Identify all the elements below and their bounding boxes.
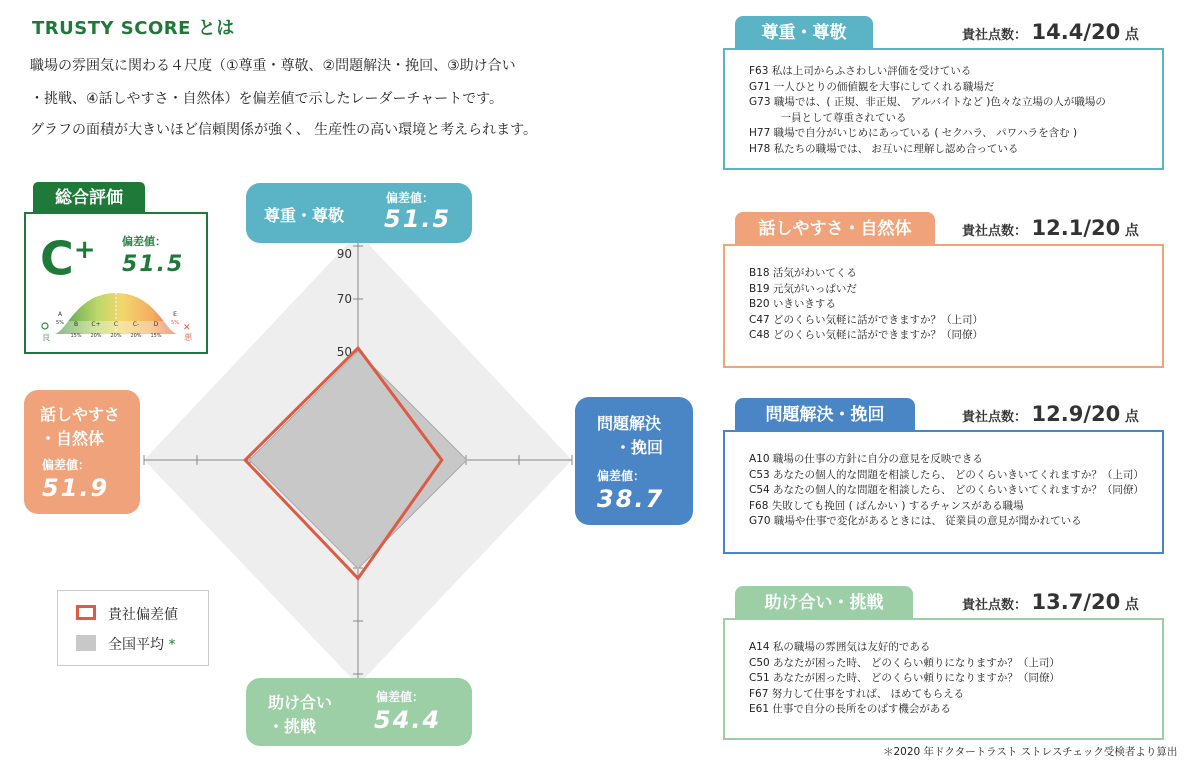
section-item: H77 職場で自分がいじめにあっている ( セクハラ、 パワハラを含む ) bbox=[749, 127, 1078, 139]
description-line-3: グラフの面積が大きいほど信頼関係が強く、 生産性の高い環境と考えられます。 bbox=[30, 122, 538, 138]
bubble-hanashi bbox=[24, 390, 140, 514]
radar-tick-label: 70 bbox=[336, 292, 352, 306]
dist-pct-label: 5% bbox=[171, 320, 179, 326]
dist-grade-label: C bbox=[113, 321, 119, 328]
page-title: TRUSTY SCORE とは bbox=[32, 18, 235, 39]
section-item: A10 職場の仕事の方針に自分の意見を反映できる bbox=[749, 453, 983, 465]
legend-national-swatch bbox=[76, 635, 96, 651]
score-unit: 点 bbox=[1124, 597, 1139, 613]
overall-hensa-value: 51.5 bbox=[122, 252, 185, 277]
bubble-tasuke-value: 54.4 bbox=[374, 706, 442, 734]
section-item: C47 どのくらい気軽に話ができますか？（上司） bbox=[749, 313, 984, 326]
score-denominator: /20 bbox=[1083, 590, 1121, 614]
section-item: B20 いきいきする bbox=[749, 298, 836, 310]
footnote: ＊2020 年ドクタートラスト ストレスチェック受検者より算出 bbox=[883, 746, 1178, 758]
section-item: A14 私の職場の雰囲気は友好的である bbox=[749, 641, 931, 653]
section-item: C54 あなたの個人的な問題を相談したら、 どのくらいきいてくれますか？（同僚） bbox=[749, 484, 1144, 496]
legend-national-text: 全国平均 bbox=[108, 637, 164, 653]
score-unit: 点 bbox=[1124, 27, 1139, 43]
section-item: 一員として尊重されている bbox=[749, 111, 907, 124]
bubble-tasuke-name-1: 助け合い bbox=[268, 693, 333, 712]
bubble-hanashi-name-2: ・自然体 bbox=[40, 429, 105, 448]
bubble-hanashi-value: 51.9 bbox=[42, 474, 110, 502]
legend-national-label bbox=[108, 634, 175, 654]
dist-pct-label: 20% bbox=[110, 333, 122, 339]
section-item: E61 仕事で自分の長所をのばす機会がある bbox=[749, 703, 951, 715]
radar-legend bbox=[57, 590, 209, 666]
bubble-sonchou-value: 51.5 bbox=[384, 205, 452, 233]
dist-grade-label: C- bbox=[132, 321, 140, 328]
section-item: F68 失敗しても挽回 ( ばんかい ) するチャンスがある職場 bbox=[749, 499, 1024, 512]
legend-company-swatch bbox=[76, 605, 96, 620]
description-line-1: 職場の雰囲気に関わる４尺度（①尊重・尊敬、②問題解決・挽回、③助け合い bbox=[30, 58, 516, 74]
bubble-tasuke-name-2: ・挑戦 bbox=[268, 717, 317, 736]
section-item: B19 元気がいっぱいだ bbox=[749, 282, 857, 295]
score-value: 12.9 bbox=[1031, 402, 1084, 426]
section-item: C53 あなたの個人的な問題を相談したら、 どのくらいきいてくれますか？（上司） bbox=[749, 468, 1144, 481]
bubble-hanashi-name-1: 話しやすさ bbox=[40, 405, 121, 424]
score-denominator: /20 bbox=[1083, 216, 1121, 240]
dist-pct-label: 20% bbox=[130, 333, 142, 339]
section-2-items-box bbox=[723, 430, 1164, 554]
section-1-items-box bbox=[723, 244, 1164, 368]
score-value: 13.7 bbox=[1031, 590, 1084, 614]
dist-grade-label: E bbox=[173, 311, 177, 318]
dist-grade-label: A bbox=[57, 311, 63, 318]
section-3-title: 助け合い・挑戦 bbox=[735, 586, 913, 620]
overall-grade-letter: C bbox=[40, 231, 74, 286]
score-prefix: 貴社点数： bbox=[962, 28, 1028, 43]
overall-label: 総合評価 bbox=[33, 182, 145, 214]
section-2-score bbox=[962, 402, 1139, 426]
dist-grade-label: C+ bbox=[91, 321, 101, 328]
dist-grade-label: B bbox=[73, 321, 79, 328]
overall-hensa-label: 偏差値： bbox=[122, 235, 166, 248]
bubble-sonchou-name: 尊重・尊敬 bbox=[264, 206, 345, 225]
score-prefix: 貴社点数： bbox=[962, 410, 1028, 425]
section-3-items-box bbox=[723, 618, 1164, 740]
section-item: G73 職場では、( 正規、非正規、 アルバイトなど )色々な立場の人が職場の bbox=[749, 96, 1106, 108]
score-unit: 点 bbox=[1124, 223, 1139, 239]
bubble-mondai-value: 38.7 bbox=[597, 485, 665, 513]
section-1-score bbox=[962, 216, 1139, 240]
radar-tick-label: 50 bbox=[336, 345, 352, 359]
section-2-title: 問題解決・挽回 bbox=[735, 398, 915, 432]
score-denominator: /20 bbox=[1083, 402, 1121, 426]
section-1-title: 話しやすさ・自然体 bbox=[735, 212, 935, 246]
bubble-tasuke bbox=[246, 678, 472, 746]
dist-pct-label: 20% bbox=[90, 333, 102, 339]
bubble-mondai-name-2: ・挽回 bbox=[615, 438, 664, 457]
bubble-mondai bbox=[575, 397, 693, 525]
bubble-sonchou bbox=[246, 183, 472, 243]
dist-pct-label: 15% bbox=[70, 333, 82, 339]
dist-bad-label: 悪 bbox=[184, 333, 192, 342]
section-item: H78 私たちの職場では、 お互いに理解し認め合っている bbox=[749, 142, 1019, 155]
section-3-score bbox=[962, 590, 1139, 614]
dist-good-label: 良 bbox=[42, 333, 50, 342]
legend-company-label: 貴社偏差値 bbox=[108, 607, 178, 623]
bubble-tasuke-hensa-label: 偏差値： bbox=[376, 690, 425, 704]
section-item: G70 職場や仕事で変化があるときには、 従業員の意見が聞かれている bbox=[749, 515, 1082, 527]
radar-tick-label: 90 bbox=[336, 247, 352, 261]
score-denominator: /20 bbox=[1083, 20, 1121, 44]
score-value: 12.1 bbox=[1031, 216, 1084, 240]
section-0-score bbox=[962, 20, 1139, 44]
section-item: F63 私は上司からふさわしい評価を受けている bbox=[749, 65, 972, 77]
section-item: C51 あなたが困った時、 どのくらい頼りになりますか？（同僚） bbox=[749, 672, 1060, 684]
bad-cross-icon: ✕ bbox=[183, 323, 191, 333]
section-item: C50 あなたが困った時、 どのくらい頼りになりますか？（上司） bbox=[749, 656, 1060, 669]
bubble-mondai-name-1: 問題解決 bbox=[597, 414, 662, 433]
score-value: 14.4 bbox=[1031, 20, 1084, 44]
dist-pct-label: 5% bbox=[56, 320, 64, 326]
bubble-hanashi-hensa-label: 偏差値： bbox=[42, 458, 91, 472]
score-unit: 点 bbox=[1124, 409, 1139, 425]
section-item: C48 どのくらい気軽に話ができますか？（同僚） bbox=[749, 329, 984, 341]
section-item: F67 努力して仕事をすれば、 ほめてもらえる bbox=[749, 687, 965, 700]
section-0-title: 尊重・尊敬 bbox=[735, 16, 873, 50]
bubble-mondai-hensa-label: 偏差値： bbox=[597, 469, 646, 483]
section-0-items-box bbox=[723, 48, 1164, 170]
bubble-sonchou-hensa-label: 偏差値： bbox=[386, 191, 435, 205]
description-line-2: ・挑戦、④話しやすさ・自然体）を偏差値で示したレーダーチャートです。 bbox=[30, 91, 504, 107]
score-prefix: 貴社点数： bbox=[962, 224, 1028, 239]
section-item: B18 活気がわいてくる bbox=[749, 267, 857, 279]
dist-pct-label: 15% bbox=[150, 333, 162, 339]
section-item: G71 一人ひとりの価値観を大事にしてくれる職場だ bbox=[749, 80, 995, 93]
dist-grade-label: D bbox=[153, 321, 159, 328]
score-prefix: 貴社点数： bbox=[962, 598, 1028, 613]
legend-asterisk: * bbox=[168, 637, 176, 653]
overall-grade-plus: + bbox=[73, 235, 96, 265]
